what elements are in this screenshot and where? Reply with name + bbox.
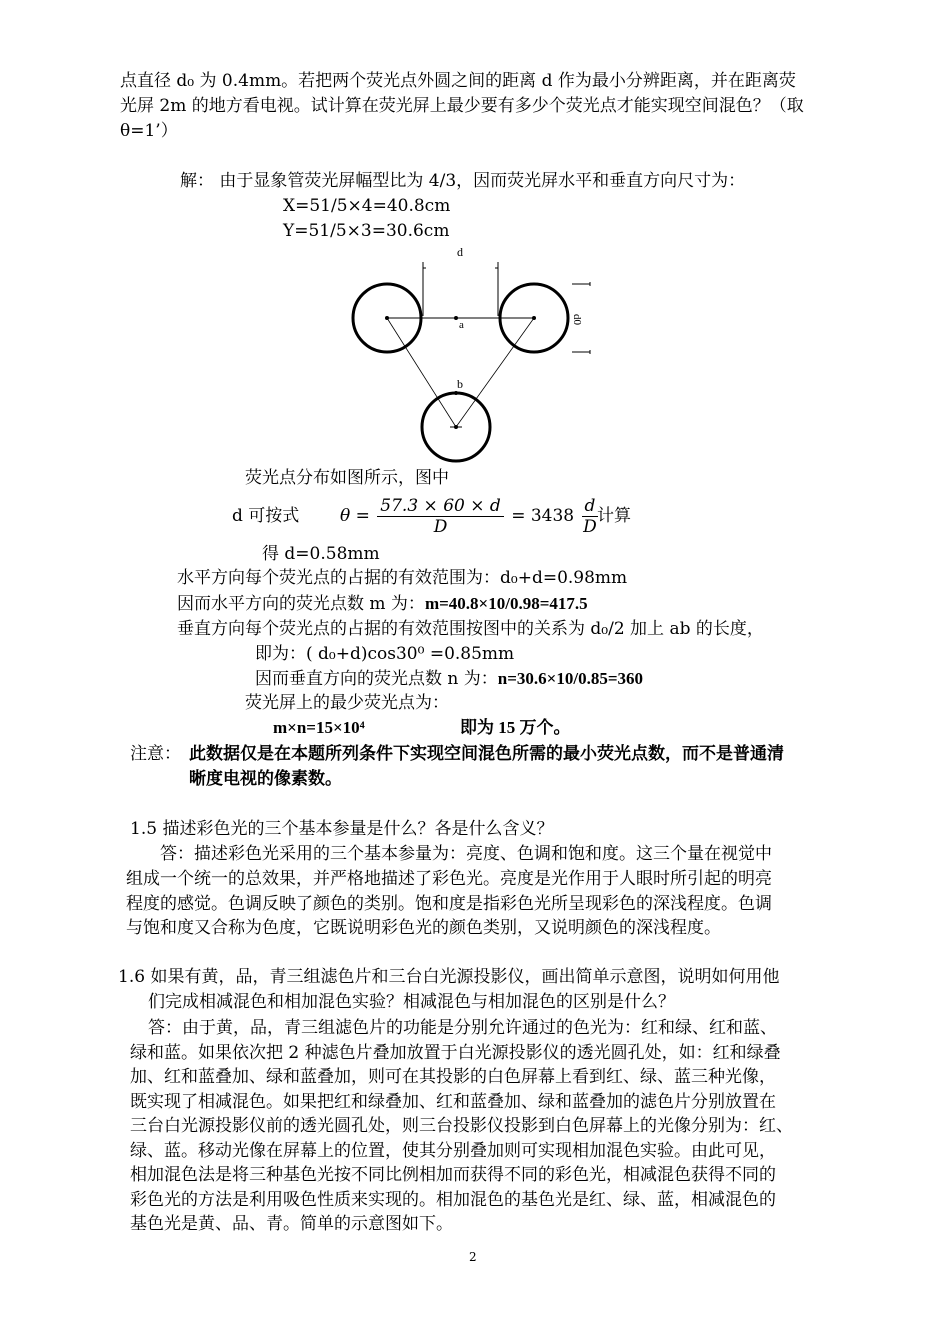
calc-d-result: 得 d=0.58mm: [262, 544, 380, 564]
q16-answer-8: 彩色光的方法是利用吸色性质来实现的。相加混色的基色光是红、绿、蓝，相减混色的: [130, 1190, 776, 1210]
q15-answer-1: 答：描述彩色光采用的三个基本参量为：亮度、色调和饱和度。这三个量在视觉中: [160, 844, 772, 864]
label-b: b: [457, 377, 463, 391]
q16-title-1: 1.6 如果有黄，品，青三组滤色片和三台白光源投影仪，画出简单示意图，说明如何用他: [118, 967, 780, 987]
q16-title-2: 们完成相减混色和相加混色实验？相减混色与相加混色的区别是什么？: [148, 992, 675, 1012]
phosphor-dot-diagram: [350, 240, 610, 465]
q15-answer-2: 组成一个统一的总效果，并严格地描述了彩色光。亮度是光作用于人眼时所引起的明亮: [126, 869, 772, 889]
formula-pre-1: 荧光点分布如图所示，图中: [245, 468, 449, 488]
label-d: d: [457, 245, 463, 259]
q15-answer-4: 与饱和度又合称为色度，它既说明彩色光的颜色类别，又说明颜色的深浅程度。: [126, 918, 721, 938]
calc-min-dots-value: m×n=15×10⁴: [273, 718, 365, 737]
q16-answer-6: 绿、蓝。移动光像在屏幕上的位置，使其分别叠加则可实现相加混色实验。由此可见，: [130, 1141, 776, 1161]
calc-horizontal-count: [177, 593, 588, 615]
page-number: 2: [469, 1250, 477, 1264]
calc-horizontal-count-value: m=40.8×10/0.98=417.5: [424, 594, 588, 613]
calc-vertical-range: 垂直方向每个荧光点的占据的有效范围按图中的关系为 d₀/2 加上 ab 的长度，: [177, 619, 764, 639]
q16-answer-7: 相加混色法是将三种基色光按不同比例相加而获得不同的彩色光，相减混色获得不同的: [130, 1165, 776, 1185]
formula-pre-2: d 可按式: [232, 506, 300, 526]
intro-line-1: 点直径 d₀ 为 0.4mm。若把两个荧光点外圆之间的距离 d 作为最小分辨距离，并在距离荧: [120, 71, 796, 91]
x-equation: X=51/5×4=40.8cm: [283, 196, 451, 216]
intro-line-3: θ=1’）: [120, 121, 178, 141]
q15-title: 1.5 描述彩色光的三个基本参量是什么？各是什么含义？: [130, 819, 554, 839]
label-d0: d0: [571, 314, 583, 325]
formula-fraction-1: [377, 496, 503, 537]
theta-formula: [340, 496, 600, 537]
q16-answer-2: 绿和蓝。如果依次把 2 种滤色片叠加放置于白光源投影仪的透光圆孔处，如：红和绿叠: [130, 1043, 781, 1063]
formula-lhs: θ =: [340, 506, 370, 526]
calc-min-dots-label: 荧光屏上的最少荧光点为：: [245, 693, 449, 713]
calc-min-dots-result: 即为 15 万个。: [460, 718, 571, 737]
solution-intro: 解： 由于显象管荧光屏幅型比为 4/3，因而荧光屏水平和垂直方向尺寸为：: [180, 171, 746, 191]
formula-numerator-2: d: [582, 496, 599, 517]
calc-vertical-value: 即为：( d₀+d)cos30⁰ =0.85mm: [255, 644, 515, 664]
note-line-2: 晰度电视的像素数。: [189, 769, 342, 788]
calc-horizontal-count-label: 因而水平方向的荧光点数 m 为：: [177, 594, 425, 614]
label-a: a: [459, 319, 464, 331]
y-equation: Y=51/5×3=30.6cm: [283, 221, 450, 241]
q16-answer-3: 加、红和蓝叠加、绿和蓝叠加，则可在其投影的白色屏幕上看到红、绿、蓝三种光像，: [130, 1067, 776, 1087]
q16-answer-5: 三台白光源投影仪前的透光圆孔处，则三台投影仪投影到白色屏幕上的光像分别为：红、: [130, 1116, 793, 1136]
formula-denominator: D: [433, 517, 448, 537]
note-line-1: 此数据仅是在本题所列条件下实现空间混色所需的最小荧光点数，而不是普通清: [189, 744, 784, 763]
formula-numerator: 57.3 × 60 × d: [377, 496, 503, 517]
calc-vertical-count-label: 因而垂直方向的荧光点数 n 为：: [255, 669, 498, 689]
calc-vertical-count-value: n=30.6×10/0.85=360: [497, 669, 644, 688]
formula-mid: = 3438: [511, 506, 575, 526]
formula-denominator-2: D: [583, 517, 597, 537]
formula-fraction-2: [582, 496, 599, 537]
q16-answer-9: 基色光是黄、品、青。简单的示意图如下。: [130, 1214, 453, 1234]
note-label: 注意：: [130, 744, 181, 764]
q16-answer-4: 既实现了相减混色。如果把红和绿叠加、红和蓝叠加、绿和蓝叠加的滤色片分别放置在: [130, 1092, 776, 1112]
q16-answer-1: 答：由于黄，品，青三组滤色片的功能是分别允许通过的色光为：红和绿、红和蓝、: [148, 1018, 777, 1038]
q15-answer-3: 程度的感觉。色调反映了颜色的类别。饱和度是指彩色光所呈现彩色的深浅程度。色调: [126, 894, 772, 914]
calc-horizontal-range: 水平方向每个荧光点的占据的有效范围为：d₀+d=0.98mm: [177, 568, 628, 588]
calc-vertical-count: [255, 668, 643, 690]
formula-post: 计算: [597, 506, 631, 526]
intro-line-2: 光屏 2m 的地方看电视。试计算在荧光屏上最少要有多少个荧光点才能实现空间混色？（取: [120, 96, 804, 116]
